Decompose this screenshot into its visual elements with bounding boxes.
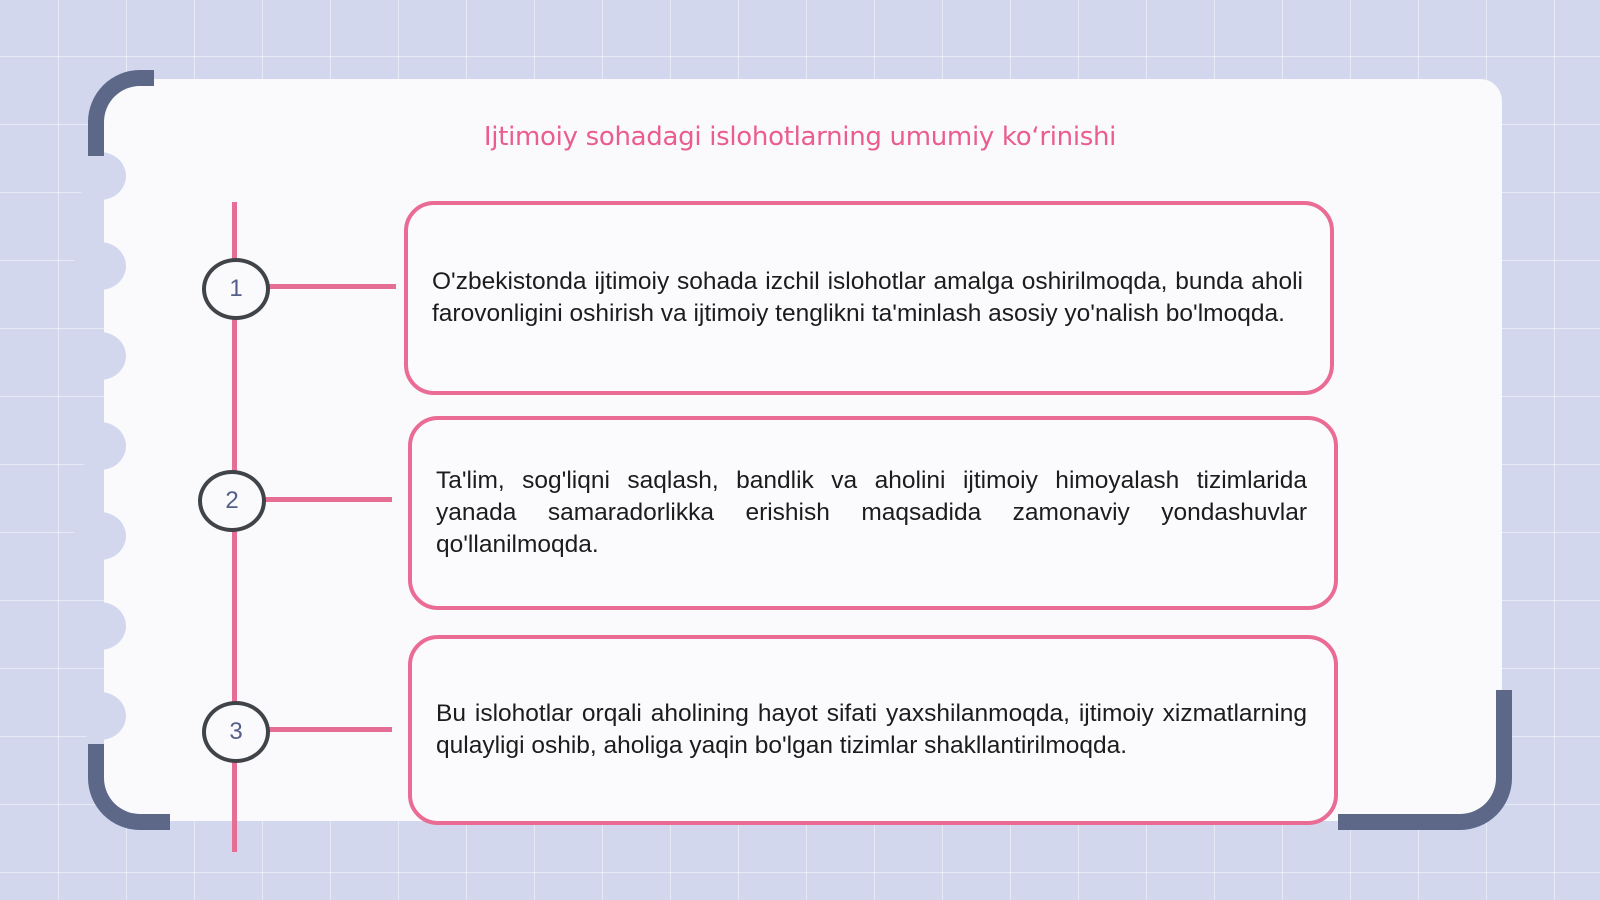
frame-bracket-bottom-right [1338, 690, 1512, 830]
step-number: 2 [225, 487, 239, 514]
paper-scallop [74, 602, 126, 650]
step-number: 1 [229, 275, 243, 302]
connector-line-2 [262, 497, 392, 502]
info-card-2 [408, 416, 1338, 610]
card-text: Bu islohotlar orqali aholining hayot sifati yaxshilanmoqda, ijtimoiy xizmatlarning qulayligi oshib, aholiga yaqin bo'lgan tizimlar shakllantirilmoqda. [436, 700, 1307, 759]
frame-bracket-bottom-left [88, 744, 170, 830]
card-text: O'zbekistonda ijtimoiy sohada izchil islohotlar amalga oshirilmoqda, bunda aholi farovonligini oshirish va ijtimoiy tenglikni ta'minlash asosiy yo'nalish bo'lmoqda. [432, 268, 1303, 327]
paper-scallop [74, 242, 126, 290]
paper-scallop [74, 692, 126, 740]
info-card-1 [404, 201, 1334, 395]
step-marker-3 [202, 701, 270, 763]
paper-scallop [74, 332, 126, 380]
step-number: 3 [229, 718, 243, 745]
slide-title: Ijtimoiy sohadagi islohotlarning umumiy koʻrinishi [483, 122, 1117, 152]
paper-scallop [74, 422, 126, 470]
paper-scallop [74, 152, 126, 200]
paper-scallop [74, 512, 126, 560]
step-marker-2 [198, 470, 266, 532]
info-card-3 [408, 635, 1338, 825]
frame-bracket-top-left [88, 70, 154, 156]
step-marker-1 [202, 258, 270, 320]
connector-line-3 [266, 727, 392, 732]
connector-line-1 [266, 284, 396, 289]
card-text: Ta'lim, sog'liqni saqlash, bandlik va aholini ijtimoiy himoyalash tizimlarida yanada samaradorlikka erishish maqsadida zamonaviy yondashuvlar qo'llanilmoqda. [436, 467, 1307, 558]
